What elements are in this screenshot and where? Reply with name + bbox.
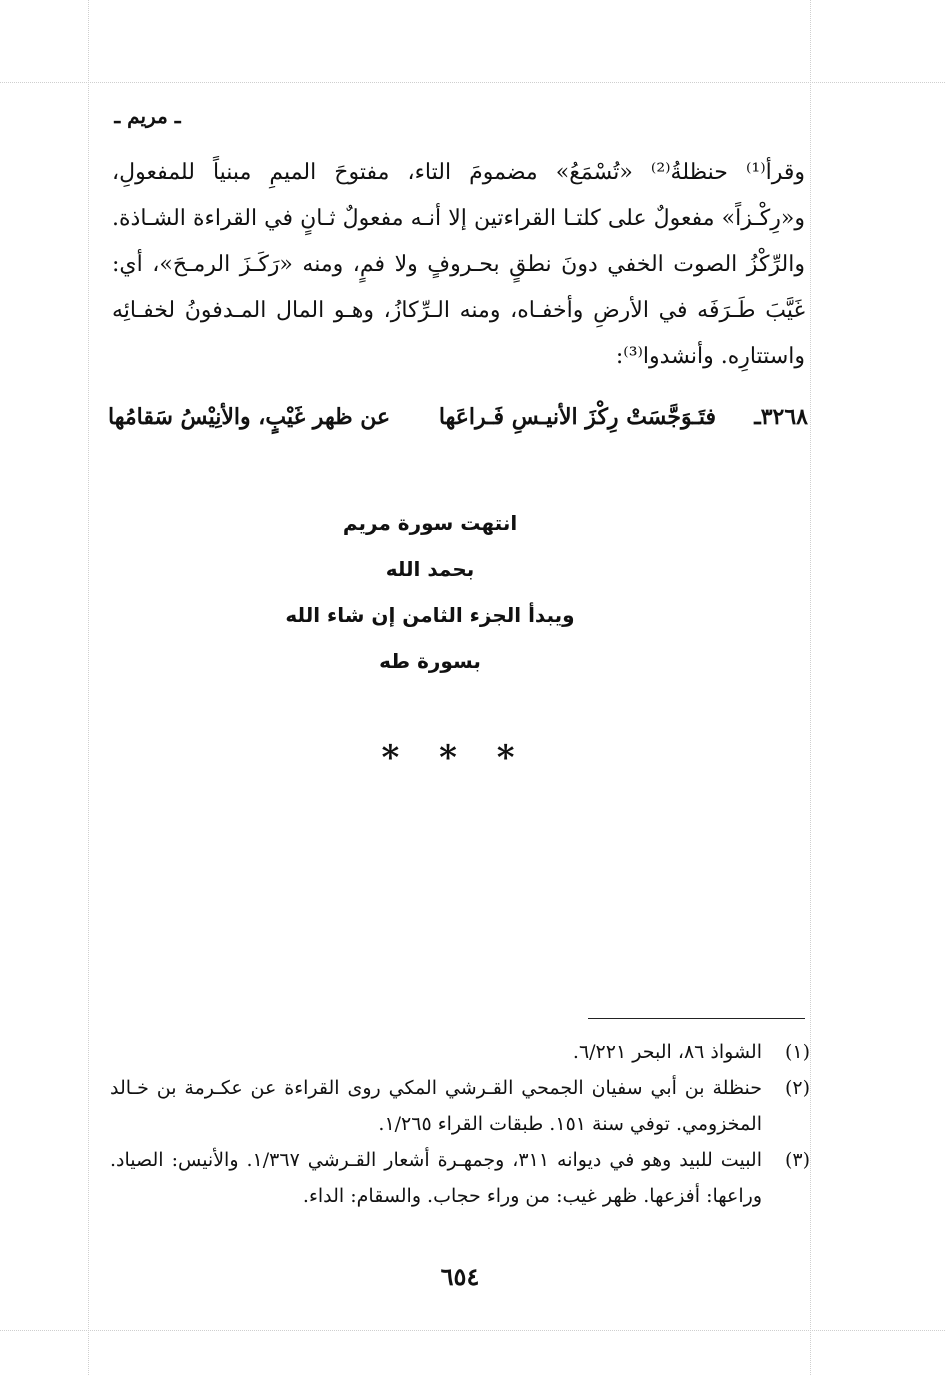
section-separator: * * * xyxy=(381,738,529,778)
footnote-marker: (٣) xyxy=(784,1149,810,1171)
verse-first-hemistich: فتَـوَجَّسَتْ رِكْزَ الأنيـسِ فَـراعَها xyxy=(438,404,716,430)
verse-number: ٣٢٦٨ـ xyxy=(754,404,808,430)
footnote-item xyxy=(110,1070,810,1142)
closing-line-4: بسورة طه xyxy=(379,649,481,673)
footnote-text: البيت للبيد وهو في ديوانه ٣١١، وجمهـرة أشعار القـرشي ١/٣٦٧. والأنيس: الصياد. وراعها: أفزعها. ظهر غيب: من وراء حجاب. والسقام: الداء. xyxy=(110,1149,762,1207)
surah-closing-note xyxy=(200,500,660,684)
footnote-item xyxy=(110,1142,810,1214)
closing-line-3: ويبدأ الجزء الثامن إن شاء الله xyxy=(285,603,575,627)
footnotes xyxy=(110,1034,810,1214)
running-header: ـ مريم ـ xyxy=(114,104,181,128)
footnote-text: الشواذ ٨٦، البحر ٦/٢٢١. xyxy=(572,1041,762,1063)
footnote-divider xyxy=(588,1018,805,1019)
page-number: ٦٥٤ xyxy=(440,1262,480,1291)
footnote-marker: (١) xyxy=(784,1041,810,1063)
verse-second-hemistich: عن ظهر غَيْبٍ، والأنِيْسُ سَقامُها xyxy=(108,404,391,430)
main-paragraph xyxy=(112,150,805,380)
poetry-verse xyxy=(108,404,808,444)
paragraph-text: وقرأ⁽¹⁾ حنظلةُ⁽²⁾ «تُسْمَعُ» مضمومَ التاء، مفتوحَ الميمِ مبنياً للمفعولِ، و«رِكْـزاً» مفعولٌ على كلتـا القراءتين إلا أنـه مفعولٌ ثـانٍ في القراءة الشـاذة. والرِّكْزُ الصوت الخفي دونَ نطقٍ بحـروفٍ ولا فمٍ، ومنه «رَكَـزَ الرمـحَ»، أي: غَيَّبَ طَـرَفَه في الأرضِ وأخفـاه، ومنه الـرِّكازُ، وهـو المال المـدفونُ لخفـائِه واستتارِه. وأنشدوا⁽³⁾: xyxy=(112,160,805,369)
closing-line-2: بحمد الله xyxy=(385,557,475,581)
footnote-text: حنظلة بن أبي سفيان الجمحي القـرشي المكي روى القراءة عن عكـرمة بن خـالد المخزومي. توفي سنة ١٥١. طبقات القراء ١/٢٦٥. xyxy=(110,1077,762,1135)
footnote-item xyxy=(110,1034,810,1070)
footnote-marker: (٢) xyxy=(784,1077,810,1099)
closing-line-1: انتهت سورة مريم xyxy=(342,511,518,535)
